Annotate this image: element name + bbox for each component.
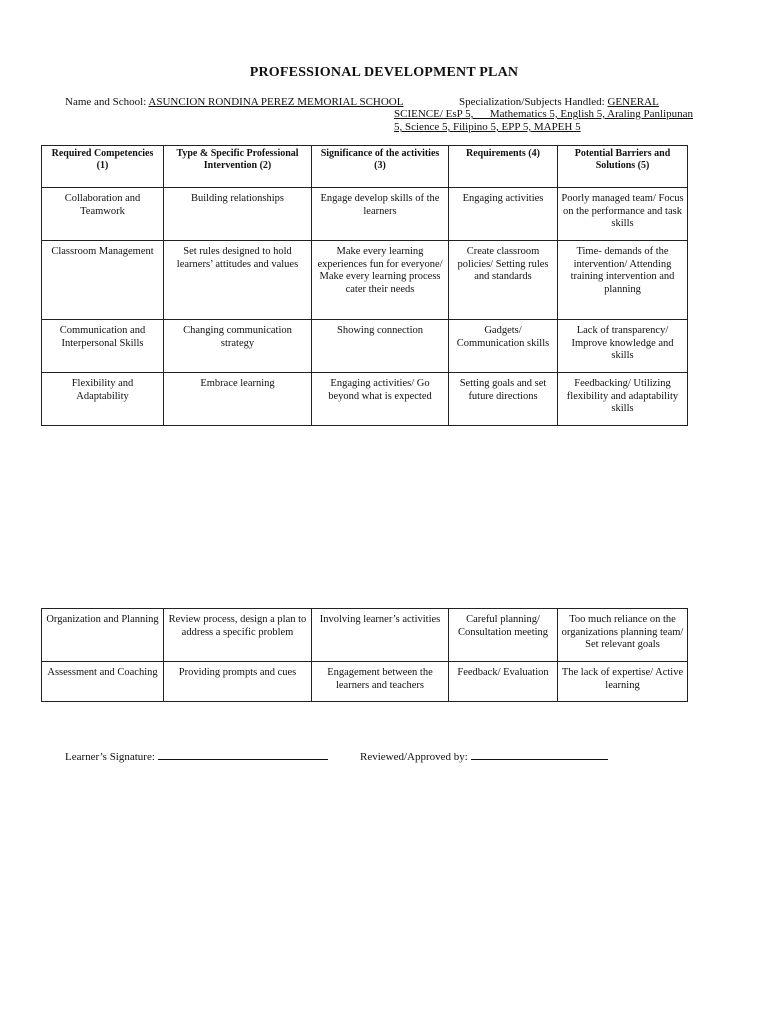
- table-cell: Set rules designed to hold learners’ attitudes and values: [164, 241, 312, 320]
- table-cell: Organization and Planning: [42, 609, 164, 662]
- table-cell: Engaging activities/ Go beyond what is expected: [312, 373, 449, 426]
- table-cell: Showing connection: [312, 320, 449, 373]
- table-cell: Changing communication strategy: [164, 320, 312, 373]
- table-cell: Lack of transparency/ Improve knowledge and skills: [558, 320, 688, 373]
- table-cell: Embrace learning: [164, 373, 312, 426]
- table-cell: Create classroom policies/ Setting rules and standards: [449, 241, 558, 320]
- table-header-row: [42, 146, 688, 188]
- column-header: Required Competencies (1): [42, 146, 164, 188]
- table-cell: Engagement between the learners and teachers: [312, 662, 449, 702]
- table-cell: Building relationships: [164, 188, 312, 241]
- table-row: [42, 662, 688, 702]
- table-cell: Poorly managed team/ Focus on the performance and task skills: [558, 188, 688, 241]
- table-row: [42, 373, 688, 426]
- table-cell: Providing prompts and cues: [164, 662, 312, 702]
- column-header: Potential Barriers and Solutions (5): [558, 146, 688, 188]
- table-cell: Classroom Management: [42, 241, 164, 320]
- learner-signature: [65, 749, 328, 763]
- table-cell: Flexibility and Adaptability: [42, 373, 164, 426]
- table-cell: Involving learner’s activities: [312, 609, 449, 662]
- table-cell: Engage develop skills of the learners: [312, 188, 449, 241]
- table-row: [42, 241, 688, 320]
- column-header: Type & Specific Professional Intervention (2): [164, 146, 312, 188]
- learner-signature-line: [158, 749, 328, 760]
- reviewed-approved-line: [471, 749, 608, 760]
- development-plan-table: [41, 145, 688, 426]
- table-cell: Make every learning experiences fun for everyone/ Make every learning process cater their needs: [312, 241, 449, 320]
- table-cell: Engaging activities: [449, 188, 558, 241]
- table-cell: Feedbacking/ Utilizing flexibility and adaptability skills: [558, 373, 688, 426]
- table-cell: Feedback/ Evaluation: [449, 662, 558, 702]
- column-header: Significance of the activities (3): [312, 146, 449, 188]
- reviewed-approved: [360, 749, 608, 763]
- name-school-label: Name and School:: [65, 96, 147, 108]
- table-row: [42, 188, 688, 241]
- specialization-value-3: 5, Science 5, Filipino 5, EPP 5, MAPEH 5: [394, 121, 581, 133]
- table-cell: Careful planning/ Consultation meeting: [449, 609, 558, 662]
- table-cell: Setting goals and set future directions: [449, 373, 558, 426]
- column-header: Requirements (4): [449, 146, 558, 188]
- specialization-label: Specialization/Subjects Handled:: [459, 96, 605, 108]
- name-school-line: [65, 96, 403, 109]
- table-cell: Communication and Interpersonal Skills: [42, 320, 164, 373]
- reviewed-approved-label: Reviewed/Approved by:: [360, 751, 468, 763]
- table-cell: Assessment and Coaching: [42, 662, 164, 702]
- table-cell: The lack of expertise/ Active learning: [558, 662, 688, 702]
- table-cell: Gadgets/ Communication skills: [449, 320, 558, 373]
- specialization-value-1: GENERAL: [607, 96, 659, 108]
- table-cell: Review process, design a plan to address a specific problem: [164, 609, 312, 662]
- school-name: ASUNCION RONDINA PEREZ MEMORIAL SCHOOL: [148, 96, 404, 108]
- learner-signature-label: Learner’s Signature:: [65, 751, 155, 763]
- table-cell: Time- demands of the intervention/ Attending training intervention and planning: [558, 241, 688, 320]
- table-row: [42, 609, 688, 662]
- development-plan-table-continued: [41, 608, 688, 702]
- page-title: PROFESSIONAL DEVELOPMENT PLAN: [249, 65, 519, 80]
- table-row: [42, 320, 688, 373]
- table-cell: Too much reliance on the organizations planning team/ Set relevant goals: [558, 609, 688, 662]
- specialization-value-2: SCIENCE/ EsP 5, Mathematics 5, English 5, Araling Panlipunan: [394, 108, 694, 120]
- table-cell: Collaboration and Teamwork: [42, 188, 164, 241]
